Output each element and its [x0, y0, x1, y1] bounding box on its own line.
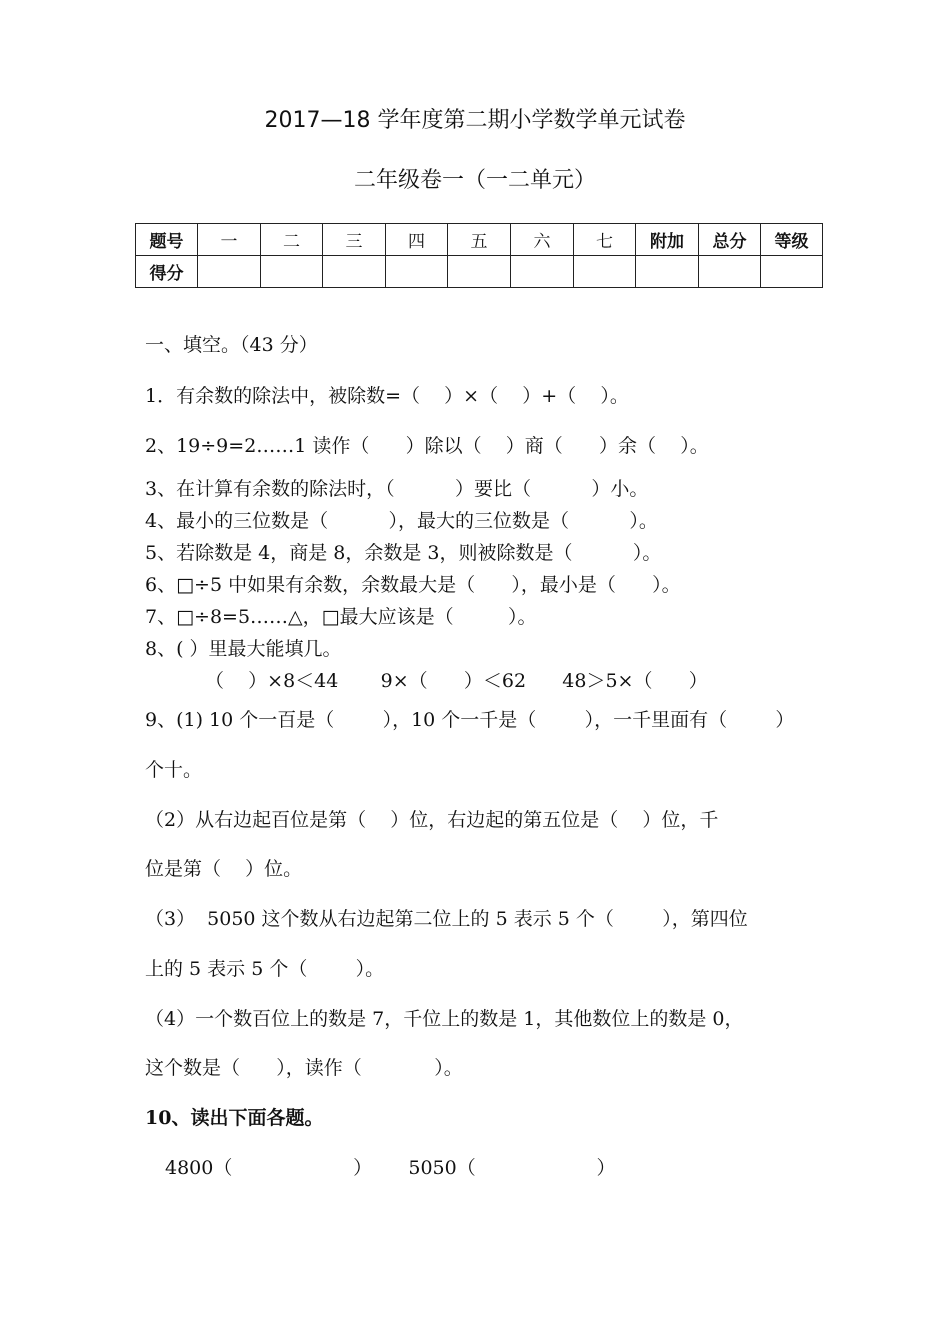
- question-9-2: （2）从右边起百位是第（ ）位，右边起的第五位是（ ）位，千: [145, 809, 719, 831]
- question-9-4-cont: 这个数是（ ），读作（ ）。: [145, 1057, 463, 1079]
- score-cell-header: 附加: [636, 224, 699, 256]
- score-cell-empty[interactable]: [574, 256, 636, 288]
- question-9-3: （3） 5050 这个数从右边起第二位上的 5 表示 5 个（ ），第四位: [145, 908, 748, 930]
- score-cell-header: 六: [511, 224, 574, 256]
- exam-title: 2017—18 学年度第二期小学数学单元试卷: [264, 108, 686, 133]
- score-cell-empty[interactable]: [699, 256, 761, 288]
- score-cell-empty[interactable]: [448, 256, 511, 288]
- score-cell-header: 二: [261, 224, 323, 256]
- score-cell-header: 四: [386, 224, 448, 256]
- question-2: 2、19÷9=2……1 读作（ ）除以（ ）商（ ）余（ ）。: [145, 435, 709, 457]
- score-cell-empty[interactable]: [261, 256, 323, 288]
- score-cell-label: 题号: [136, 224, 198, 256]
- score-cell-empty[interactable]: [198, 256, 261, 288]
- score-table-header-row: [136, 224, 823, 256]
- section-heading: 一、填空。（43 分）: [145, 334, 318, 356]
- score-cell-header: 七: [574, 224, 636, 256]
- question-10-items: 4800（ ） 5050（ ）: [165, 1157, 616, 1179]
- score-cell-header: 总分: [699, 224, 761, 256]
- score-cell-empty[interactable]: [636, 256, 699, 288]
- score-cell-header: 一: [198, 224, 261, 256]
- score-cell-header: 五: [448, 224, 511, 256]
- question-5: 5、若除数是 4，商是 8，余数是 3，则被除数是（ ）。: [145, 542, 662, 564]
- score-cell-empty[interactable]: [386, 256, 448, 288]
- score-cell-header: 等级: [761, 224, 823, 256]
- score-cell-header: 三: [323, 224, 386, 256]
- question-3: 3、在计算有余数的除法时，（ ）要比（ ）小。: [145, 478, 649, 500]
- question-8-items: （ ）×8＜44 9×（ ）＜62 48＞5×（ ）: [205, 670, 708, 692]
- question-4: 4、最小的三位数是（ ），最大的三位数是（ ）。: [145, 510, 658, 532]
- score-table-score-row: [136, 256, 823, 288]
- score-table: [135, 223, 823, 288]
- question-10: 10、读出下面各题。: [145, 1107, 324, 1129]
- score-cell-label: 得分: [136, 256, 198, 288]
- question-6: 6、□÷5 中如果有余数，余数最大是（ ），最小是（ ）。: [145, 574, 681, 596]
- question-8: 8、( ）里最大能填几。: [145, 638, 342, 660]
- score-cell-empty[interactable]: [323, 256, 386, 288]
- question-9-4: （4）一个数百位上的数是 7，千位上的数是 1，其他数位上的数是 0，: [145, 1008, 744, 1030]
- score-cell-empty[interactable]: [761, 256, 823, 288]
- question-9-1-cont: 个十。: [145, 759, 203, 781]
- question-9-1: 9、(1) 10 个一百是（ ），10 个一千是（ ），一千里面有（ ）: [145, 709, 795, 731]
- question-7: 7、□÷8=5……△，□最大应该是（ ）。: [145, 606, 537, 628]
- question-1: 1．有余数的除法中，被除数=（ ）×（ ）+（ ）。: [145, 385, 629, 407]
- score-cell-empty[interactable]: [511, 256, 574, 288]
- exam-subtitle: 二年级卷一（一二单元）: [353, 168, 596, 193]
- question-9-2-cont: 位是第（ ）位。: [145, 858, 303, 880]
- question-9-3-cont: 上的 5 表示 5 个（ ）。: [145, 958, 385, 980]
